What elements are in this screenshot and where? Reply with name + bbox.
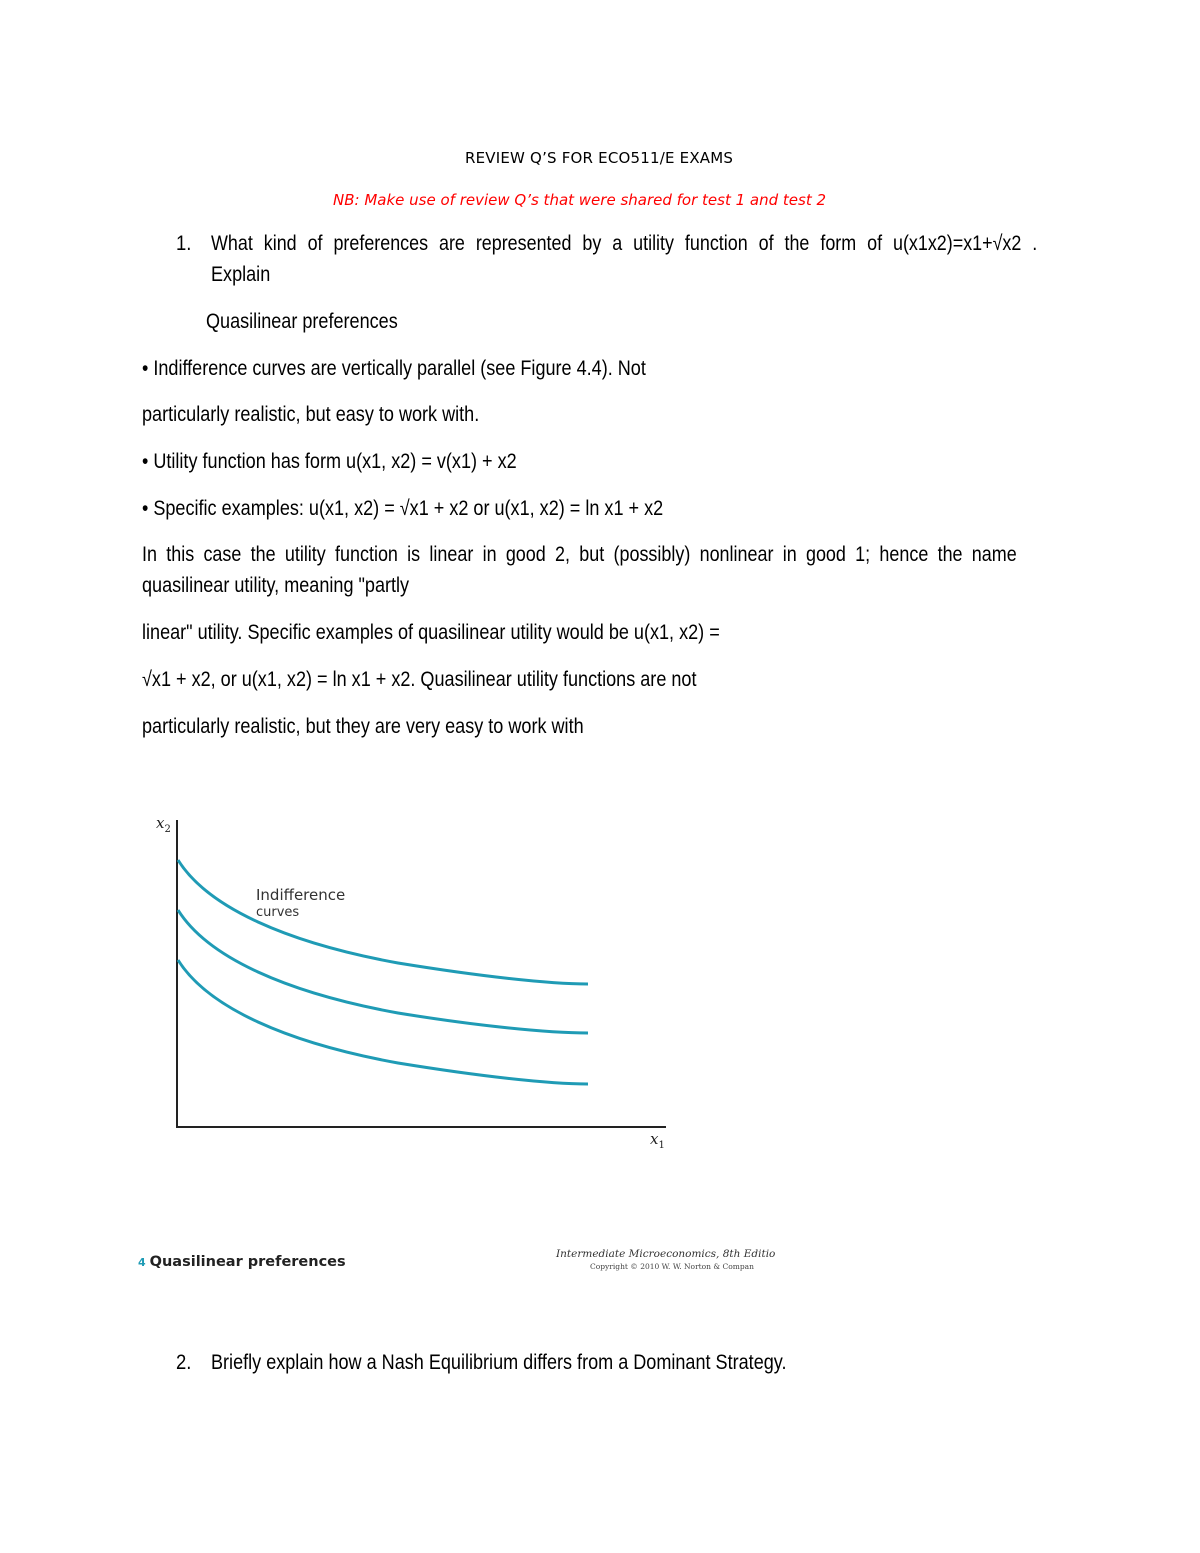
paragraph-line1: In this case the utility function is linear in good 2, but (possibly) nonlinear in good 1; hence the name: [142, 543, 1017, 566]
paragraph-line5: particularly realistic, but they are very easy to work with: [142, 715, 584, 738]
paragraph-line4: √x1 + x2, or u(x1, x2) = ln x1 + x2. Quasilinear utility functions are not: [142, 668, 697, 691]
document-title: REVIEW Q’S FOR ECO511/E EXAMS: [465, 149, 734, 167]
caption-marker: 4: [138, 1256, 146, 1269]
q1-number: 1.: [176, 232, 192, 255]
quasilinear-figure: [138, 808, 758, 1278]
figure-caption: [138, 1254, 346, 1270]
paragraph-line2: quasilinear utility, meaning "partly: [142, 574, 410, 597]
q1-text-line1: What kind of preferences are represented by a utility function of the form of u(x1x2)=x1+√x2 .: [211, 232, 1038, 255]
bullet-indifference-b: particularly realistic, but easy to work with.: [142, 403, 480, 426]
q2-number: 2.: [176, 1351, 192, 1374]
curves-label-line2: curves: [256, 905, 300, 920]
bullet-utility-form: • Utility function has form u(x1, x2) = v(x1) + x2: [142, 450, 517, 473]
bullet-indifference-a: • Indifference curves are vertically parallel (see Figure 4.4). Not: [142, 357, 646, 380]
q1-text-line2: Explain: [211, 263, 271, 286]
nb-note: NB: Make use of review Q’s that were shared for test 1 and test 2: [333, 191, 827, 209]
indifference-curve-mid: [178, 910, 588, 1033]
indifference-curve-high: [178, 860, 588, 984]
indifference-curve-low: [178, 960, 588, 1084]
answer-heading: Quasilinear preferences: [206, 310, 398, 333]
bullet-specific-examples: • Specific examples: u(x1, x2) = √x1 + x2 or u(x1, x2) = ln x1 + x2: [142, 497, 664, 520]
book-title: Intermediate Microeconomics, 8th Editio: [556, 1248, 776, 1260]
caption-text: Quasilinear preferences: [149, 1254, 346, 1270]
y-axis-label: $x_2$: [156, 814, 171, 835]
curves-label-line1: Indifference: [256, 886, 346, 904]
x-axis-label: $x_1$: [650, 1130, 665, 1151]
copyright-notice: Copyright © 2010 W. W. Norton & Compan: [590, 1262, 754, 1271]
q2-text: Briefly explain how a Nash Equilibrium differs from a Dominant Strategy.: [211, 1351, 787, 1374]
paragraph-line3: linear" utility. Specific examples of quasilinear utility would be u(x1, x2) =: [142, 621, 720, 644]
